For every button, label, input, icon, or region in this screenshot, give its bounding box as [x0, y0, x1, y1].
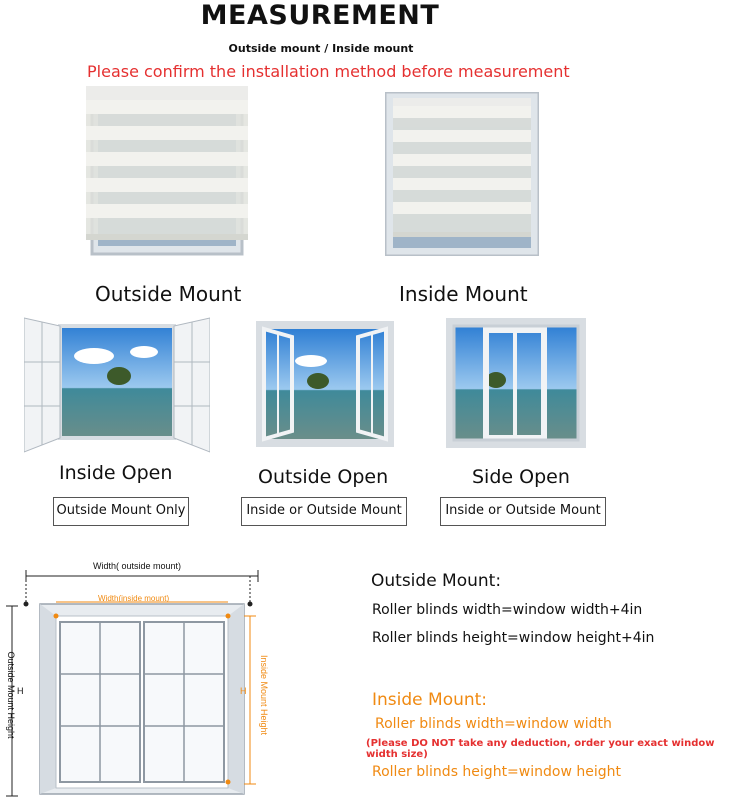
- inside-width-formula: Roller blinds width=window width: [375, 716, 612, 732]
- outside-width-label: Width( outside mount): [93, 561, 182, 571]
- outside-mount-label: Outside Mount: [95, 282, 242, 306]
- warning-text: Please confirm the installation method before measurement: [87, 62, 570, 81]
- mount-subtitle: Outside mount / Inside mount: [228, 42, 414, 55]
- inside-open-label: Inside Open: [59, 462, 173, 484]
- inside-height-formula: Roller blinds height=window height: [372, 764, 621, 780]
- outside-height-formula: Roller blinds height=window height+4in: [372, 630, 655, 646]
- inside-height-label: Inside Mount Height: [259, 654, 269, 736]
- outside-open-compat-box: Inside or Outside Mount: [241, 497, 407, 526]
- inside-width-label: Width(inside mount): [98, 594, 170, 603]
- measurement-diagram: [0, 556, 290, 800]
- outside-mount-heading: Outside Mount:: [371, 571, 502, 591]
- outside-mount-blind-image: [86, 86, 248, 256]
- inside-open-window-image: [24, 316, 210, 454]
- inside-mount-heading: Inside Mount:: [372, 690, 488, 710]
- outside-width-formula: Roller blinds width=window width+4in: [372, 602, 643, 618]
- side-open-label: Side Open: [472, 466, 570, 488]
- outside-open-window-image: [256, 321, 394, 447]
- inside-width-note: (Please DO NOT take any deduction, order your exact window width size): [366, 738, 715, 760]
- outside-open-label: Outside Open: [258, 466, 389, 488]
- inside-open-compat-box: Outside Mount Only: [53, 497, 189, 526]
- outside-height-label: Outside Mount Height: [6, 651, 16, 739]
- side-open-compat-box: Inside or Outside Mount: [440, 497, 606, 526]
- inside-mount-label: Inside Mount: [399, 282, 528, 306]
- inside-mount-blind-image: [385, 92, 539, 256]
- side-open-window-image: [446, 318, 586, 448]
- page-title: MEASUREMENT: [200, 0, 440, 31]
- outside-height-h-label: H: [17, 686, 24, 696]
- inside-height-h-label: H: [240, 686, 247, 696]
